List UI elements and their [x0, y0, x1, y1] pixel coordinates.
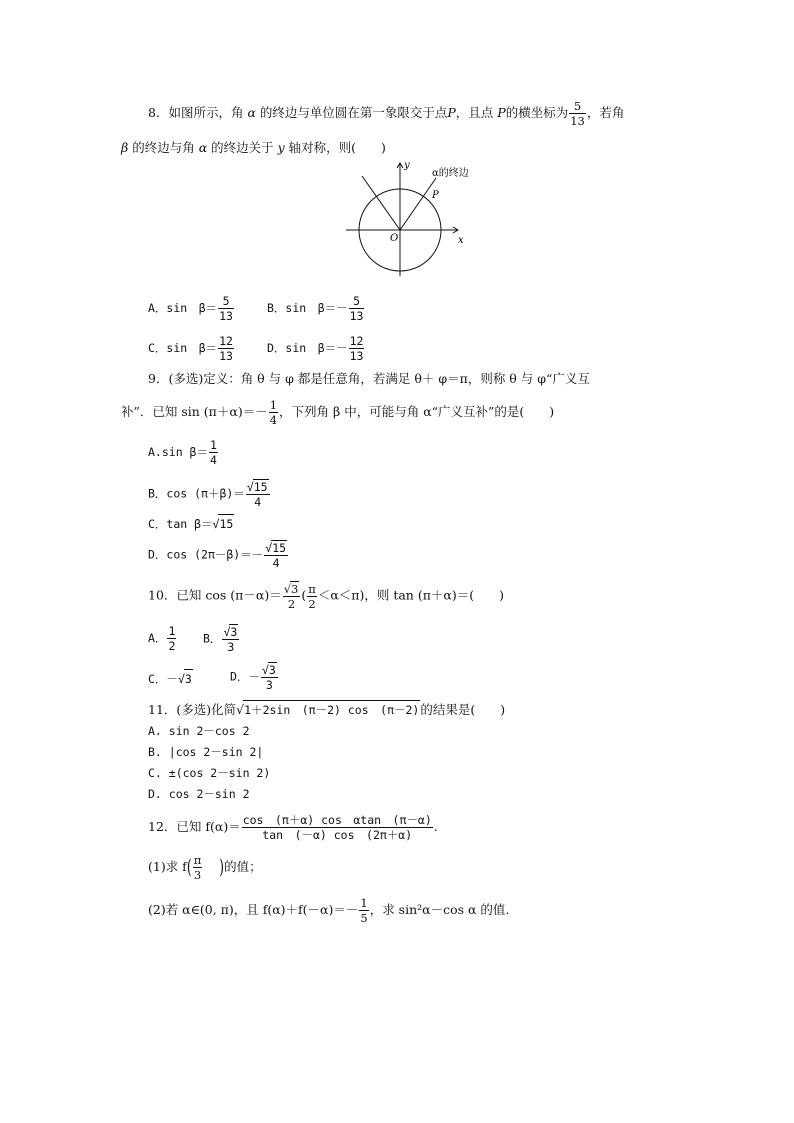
q11-option-d: D. cos 2－sin 2 — [148, 787, 250, 801]
beta: β — [121, 140, 129, 155]
point-p: P — [497, 105, 506, 120]
q8-text: 的横坐标为 — [505, 105, 569, 120]
q12-text: 的值； — [224, 859, 262, 874]
q9-stem-line1: 9．(多选)定义：角 θ 与 φ 都是任意角，若满足 θ＋ φ＝π，则称 θ 与 φ“广义互 — [148, 371, 590, 386]
denominator: 13 — [349, 349, 364, 363]
fraction — [246, 479, 270, 509]
fraction — [222, 624, 239, 654]
option-label: C．tan β＝ — [148, 517, 213, 531]
q10-option-c: C．－√3 — [148, 669, 193, 688]
q9-text: 补”．已知 sin (π＋α)＝－ — [121, 404, 268, 419]
fraction — [242, 813, 433, 842]
denominator: 2 — [308, 596, 316, 611]
fraction-5-13 — [569, 99, 586, 128]
numerator: cos (π＋α) cos αtan (π－α) — [242, 813, 432, 827]
q8-text: 轴对称，则( ) — [284, 140, 386, 155]
q10-option-d — [230, 662, 279, 692]
option-label: C．sin β＝ — [148, 341, 218, 355]
q8-text: 的终边关于 — [207, 140, 278, 155]
open-paren: ( — [301, 587, 307, 603]
option-label: B．sin β＝－ — [267, 301, 348, 315]
radicand: 3 — [268, 663, 276, 677]
q11-stem: 11．(多选)化简√1＋2sin (π－2) cos (π－2)的结果是( ) — [148, 702, 506, 717]
denominator: 4 — [209, 453, 217, 467]
denominator: 13 — [219, 309, 233, 323]
q11-text: 11．(多选)化简 — [148, 702, 237, 717]
fraction — [359, 896, 368, 925]
radicand: 15 — [218, 514, 234, 533]
option-label: D．－ — [230, 669, 260, 684]
q12-text: 12．已知 f(α)＝ — [148, 819, 241, 834]
fraction — [261, 662, 278, 692]
q8-option-c — [148, 334, 235, 363]
denominator: 4 — [269, 413, 278, 427]
y-letter: y — [277, 140, 285, 155]
x-label: x — [458, 235, 464, 246]
fraction — [283, 581, 301, 611]
fraction — [193, 853, 203, 882]
numerator: 12 — [349, 334, 364, 348]
q12-text: (1)求 f — [148, 859, 187, 874]
q10-option-b — [203, 624, 240, 654]
denominator: 3 — [193, 868, 202, 882]
denominator: 4 — [272, 556, 280, 570]
alpha: α — [198, 140, 208, 155]
q9-stem-line2 — [121, 398, 554, 427]
q9-option-a — [148, 438, 219, 467]
radicand: 15 — [272, 541, 287, 555]
fraction — [218, 294, 234, 323]
fraction — [218, 334, 234, 363]
q10-stem — [148, 581, 504, 611]
numerator: √15 — [246, 480, 268, 494]
option-label: B．cos (π＋β)＝ — [148, 486, 245, 501]
fraction — [307, 582, 317, 611]
q8-stem-line1 — [148, 99, 624, 128]
terminal-label: α的终边 — [432, 168, 469, 179]
fraction — [349, 294, 365, 323]
origin-label: O — [390, 233, 399, 244]
q10-text: 10．已知 cos (π－α)＝ — [148, 587, 282, 603]
numerator: √3 — [283, 582, 299, 596]
fraction — [269, 398, 278, 427]
fraction — [209, 438, 218, 467]
close-paren: ) — [219, 854, 225, 879]
radicand: 1＋2sin (π－2) cos (π－2) — [243, 700, 420, 719]
option-label: A．sin β＝ — [148, 301, 218, 315]
q12-text: ，求 sin²α－cos α 的值. — [369, 902, 510, 917]
option-label: D．cos (2π－β)＝－ — [148, 547, 264, 562]
numerator: 12 — [219, 334, 233, 348]
q8-stem-line2 — [121, 139, 386, 157]
denominator: 13 — [570, 114, 585, 128]
fraction — [264, 540, 288, 570]
numerator: √3 — [261, 663, 276, 677]
radicand: 3 — [291, 582, 299, 596]
q10-option-a — [148, 624, 177, 653]
q9-text: ，下列角 β 中，可能与角 α“广义互补”的是( ) — [279, 404, 555, 419]
q9-option-c: C．tan β＝√15 — [148, 514, 234, 533]
option-label: D．sin β＝－ — [267, 341, 348, 355]
q11-option-b: B. |cos 2－sin 2| — [148, 745, 264, 759]
alpha: α — [247, 105, 256, 120]
option-label: C．－ — [148, 672, 178, 686]
q8-text: ，且点 — [455, 105, 498, 120]
q11-option-a: A. sin 2－cos 2 — [148, 724, 250, 738]
denominator: 2 — [168, 639, 176, 653]
denominator: 3 — [227, 640, 235, 654]
radicand: 3 — [184, 669, 193, 688]
q12-part2 — [148, 896, 509, 925]
denominator: tan (－α) cos (2π＋α) — [262, 828, 413, 842]
q12-part1 — [148, 853, 262, 882]
numerator: √3 — [223, 625, 238, 639]
beta-terminal-side — [362, 176, 400, 230]
point-p: P — [447, 105, 456, 120]
q10-text: ＜α＜π)，则 tan (π＋α)＝( ) — [317, 587, 504, 603]
q8-text: 的终边与单位圆在第一象限交于点 — [255, 105, 448, 120]
fraction — [167, 624, 176, 653]
q11-option-c: C. ±(cos 2－sin 2) — [148, 766, 271, 780]
radicand: 15 — [253, 480, 268, 494]
numerator: 1 — [360, 896, 368, 910]
q8-option-b — [267, 294, 365, 323]
numerator: √15 — [265, 541, 287, 555]
numerator: π — [193, 853, 202, 867]
numerator: 5 — [349, 294, 365, 309]
q9-option-b — [148, 479, 271, 509]
numerator: 1 — [269, 398, 278, 412]
numerator: 5 — [218, 294, 234, 309]
alpha-terminal-side — [400, 178, 436, 230]
q9-option-d — [148, 540, 289, 570]
q8-option-a — [148, 294, 235, 323]
q8-text: 8．如图所示，角 — [148, 105, 248, 120]
q8-text: 的终边与角 — [128, 140, 199, 155]
q8-text: ，若角 — [586, 105, 625, 120]
denominator: 3 — [265, 678, 273, 692]
radicand: 3 — [230, 625, 238, 639]
denominator: 2 — [287, 597, 296, 611]
unit-circle-figure — [340, 156, 480, 280]
open-paren: ( — [186, 854, 192, 879]
numerator: 5 — [569, 99, 586, 114]
q12-text: . — [433, 819, 438, 834]
q12-stem — [148, 813, 438, 842]
denominator: 5 — [360, 911, 368, 925]
numerator: π — [308, 581, 316, 596]
option-label: A． — [148, 631, 167, 645]
numerator: 1 — [168, 624, 176, 638]
p-label: P — [432, 190, 439, 201]
option-label: B． — [203, 631, 222, 646]
denominator: 13 — [219, 349, 233, 363]
denominator: 13 — [349, 309, 364, 323]
q12-text: (2)若 α∈(0, π)，且 f(α)＋f(－α)＝－ — [148, 902, 359, 917]
q8-option-d — [267, 334, 365, 363]
denominator: 4 — [254, 495, 262, 509]
y-label: y — [404, 160, 410, 171]
numerator: 1 — [209, 438, 217, 452]
fraction — [349, 334, 365, 363]
option-label: A.sin β＝ — [148, 445, 208, 459]
q11-text: 的结果是( ) — [420, 702, 506, 717]
